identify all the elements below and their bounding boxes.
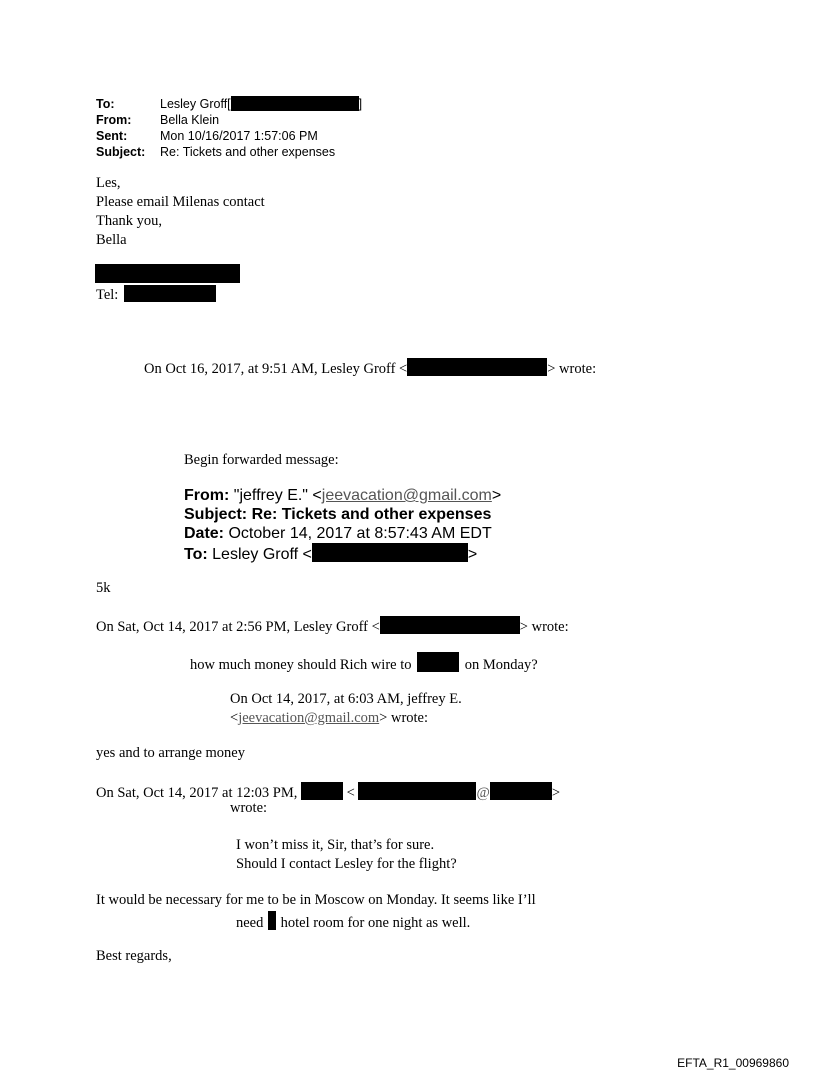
- fwd-from-label: From:: [184, 487, 230, 504]
- redaction-box: [231, 96, 359, 111]
- header-to-row: [96, 96, 362, 112]
- from-label: From:: [96, 113, 132, 127]
- fwd-date-value: October 14, 2017 at 8:57:43 AM EDT: [228, 525, 492, 542]
- question-suffix: on Monday?: [464, 657, 538, 673]
- closing-need: need: [236, 915, 264, 931]
- attribution-text: On Sat, Oct 14, 2017 at 2:56 PM, Lesley Groff <: [96, 619, 380, 635]
- redaction-box: [95, 264, 240, 283]
- forwarded-intro: Begin forwarded message:: [184, 452, 339, 468]
- redaction-box: [124, 285, 216, 302]
- tel-label: Tel:: [96, 287, 119, 303]
- closing-line-2: [236, 911, 470, 932]
- redaction-box: [312, 543, 468, 562]
- attribution-gt: >: [551, 785, 560, 801]
- to-name: Lesley Groff[: [160, 97, 231, 111]
- redaction-box: [268, 911, 276, 930]
- from-value: Bella Klein: [160, 113, 220, 127]
- quote-attribution-4: [96, 782, 560, 802]
- forwarded-from-row: [184, 486, 501, 505]
- fwd-from-close: >: [491, 487, 502, 504]
- email-link[interactable]: jeevacation@gmail.com: [321, 487, 492, 504]
- subject-label: Subject:: [96, 145, 146, 159]
- subject-value: Re: Tickets and other expenses: [160, 145, 336, 159]
- question-text: how much money should Rich wire to: [190, 657, 412, 673]
- redaction-box: [490, 782, 552, 800]
- redaction-box: [358, 782, 476, 800]
- fwd-to-name: Lesley Groff <: [212, 546, 312, 563]
- email-body: [96, 174, 265, 250]
- sent-value: Mon 10/16/2017 1:57:06 PM: [160, 129, 318, 143]
- attribution-suffix: > wrote:: [379, 710, 429, 726]
- attribution-wrote: wrote:: [230, 800, 268, 816]
- quote-attribution-3: [230, 690, 462, 728]
- reply-arrange-money: yes and to arrange money: [96, 745, 245, 761]
- closing-hotel: hotel room for one night as well.: [280, 915, 471, 931]
- closing-line-1: It would be necessary for me to be in Moscow on Monday. It seems like I’ll: [96, 892, 536, 908]
- forwarded-headers: [184, 486, 501, 564]
- wire-question: [190, 652, 538, 674]
- fwd-date-label: Date:: [184, 525, 225, 542]
- forwarded-to-row: [184, 543, 501, 564]
- best-regards: Best regards,: [96, 948, 172, 964]
- tel-line: [96, 285, 216, 304]
- quoted-message: [236, 836, 457, 874]
- fwd-to-close: >: [467, 546, 478, 563]
- attribution-line-2: [230, 709, 462, 728]
- document-id: EFTA_R1_00969860: [677, 1056, 789, 1070]
- quote-attribution-2: [96, 616, 569, 636]
- header-subject-row: [96, 144, 362, 160]
- signature-name: Bella: [96, 232, 127, 248]
- forwarded-date-row: [184, 524, 501, 543]
- attribution-text: On Oct 16, 2017, at 9:51 AM, Lesley Groff <: [144, 361, 408, 377]
- header-sent-row: [96, 128, 362, 144]
- fwd-from-name: "jeffrey E." <: [233, 487, 322, 504]
- quoted-line-1: I won’t miss it, Sir, that’s for sure.: [236, 837, 435, 853]
- attribution-lt: <: [230, 710, 239, 726]
- quote-attribution-1: [144, 358, 596, 378]
- greeting: Les,: [96, 175, 121, 191]
- forwarded-subject-row: [184, 505, 501, 524]
- redaction-box: [380, 616, 520, 634]
- redaction-box: [417, 652, 459, 672]
- redaction-box: [407, 358, 547, 376]
- to-close-bracket: ]: [358, 97, 363, 111]
- sent-label: Sent:: [96, 129, 128, 143]
- attribution-lt: <: [346, 785, 355, 801]
- fwd-to-label: To:: [184, 546, 208, 563]
- attribution-text: On Sat, Oct 14, 2017 at 12:03 PM,: [96, 785, 298, 801]
- email-link[interactable]: jeevacation@gmail.com: [238, 710, 380, 726]
- fwd-subject-value: Re: Tickets and other expenses: [251, 506, 492, 523]
- attribution-suffix: > wrote:: [547, 361, 597, 377]
- reply-5k: 5k: [96, 580, 111, 596]
- to-label: To:: [96, 97, 115, 111]
- body-line-1: Please email Milenas contact: [96, 194, 265, 210]
- attribution-at: @: [476, 785, 490, 801]
- body-line-2: Thank you,: [96, 213, 163, 229]
- email-header: [96, 96, 362, 160]
- attribution-suffix: > wrote:: [519, 619, 569, 635]
- header-from-row: [96, 112, 362, 128]
- quoted-line-2: Should I contact Lesley for the flight?: [236, 856, 457, 872]
- fwd-subject-label: Subject:: [184, 506, 248, 523]
- redaction-box: [301, 782, 343, 800]
- attribution-line-1: On Oct 14, 2017, at 6:03 AM, jeffrey E.: [230, 691, 462, 707]
- to-value: [160, 96, 362, 112]
